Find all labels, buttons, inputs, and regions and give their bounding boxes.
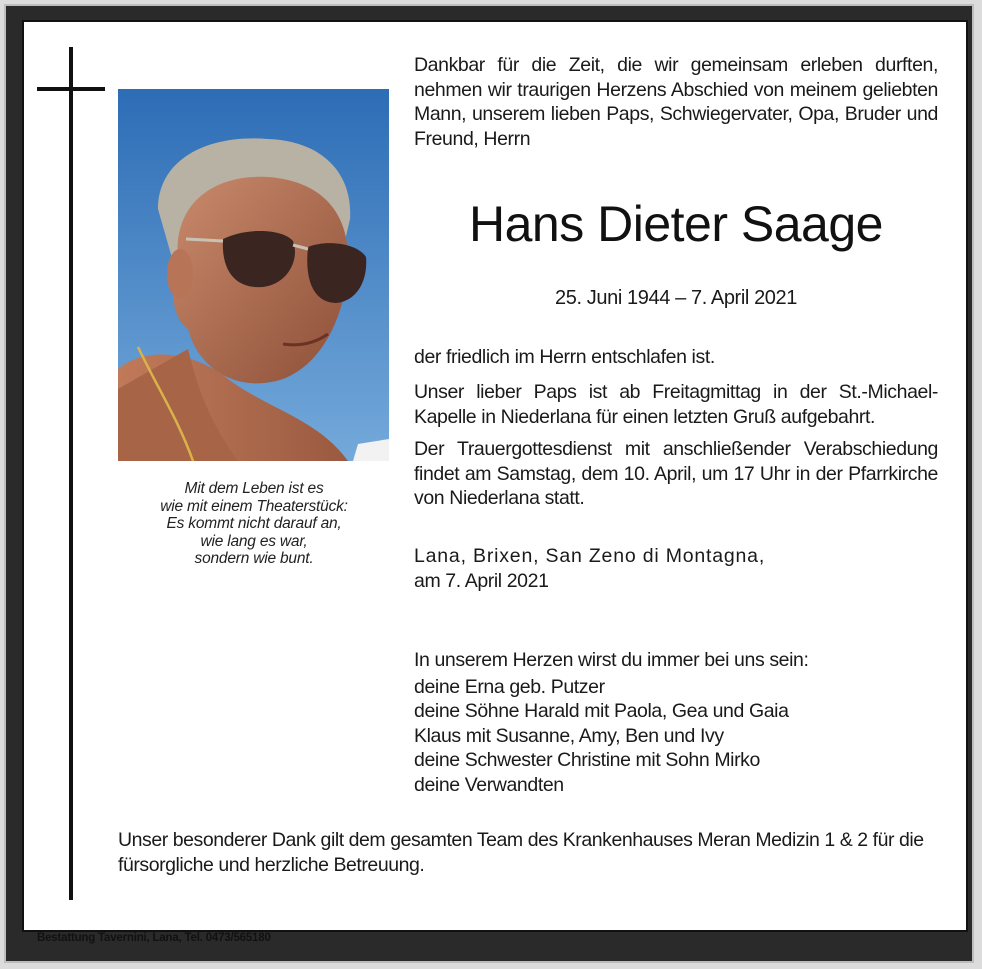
funeral-home-footer: Bestattung Tavernini, Lana, Tel. 0473/565180 — [37, 932, 271, 944]
laid-out-text: Unser lieber Paps ist ab Freitagmittag in der St.-Michael-Kapelle in Niederlana für einen letzten Gruß aufgebahrt. — [414, 381, 938, 428]
intro-text: Dankbar für die Zeit, die wir gemeinsam erleben durften, nehmen wir traurigen Herzens Abschied von meinem geliebten Mann, unserem lieben Paps, Schwiegervater, Opa, Bruder und Freund, Herrn — [414, 54, 938, 150]
passed-text: der friedlich im Herrn entschlafen ist. — [414, 346, 715, 368]
cross-icon-bar — [37, 87, 105, 91]
place-and-date — [414, 544, 938, 593]
thanks-text: Unser besonderer Dank gilt dem gesamten Team des Krankenhauses Meran Medizin 1 & 2 für die fürsorgliche und herzliche Betreuung. — [118, 829, 924, 876]
quote-line: sondern wie bunt. — [194, 550, 314, 567]
mourners — [414, 648, 938, 797]
quote-line: wie lang es war, — [200, 532, 308, 550]
place-line: Lana, Brixen, San Zeno di Montagna, — [414, 545, 766, 567]
mourner: deine Schwester Christine mit Sohn Mirko — [414, 749, 760, 771]
quote-line: Mit dem Leben ist es — [184, 480, 324, 497]
service-text: Der Trauergottesdienst mit anschließender Verabschiedung findet am Samstag, dem 10. April, um 17 Uhr in der Pfarrkirche von Niederlana statt. — [414, 438, 938, 509]
mourners-intro: In unserem Herzen wirst du immer bei uns sein: — [414, 649, 809, 671]
quote-line: Es kommt nicht darauf an, — [166, 515, 342, 532]
mourner: deine Söhne Harald mit Paola, Gea und Gaia — [414, 700, 789, 722]
cross-icon — [69, 47, 73, 900]
place-date: am 7. April 2021 — [414, 569, 549, 592]
quote — [120, 480, 388, 568]
life-dates: 25. Juni 1944 – 7. April 2021 — [555, 287, 797, 309]
quote-line: wie mit einem Theaterstück: — [160, 497, 348, 515]
portrait-photo — [118, 89, 389, 461]
mourner: Klaus mit Susanne, Amy, Ben und Ivy — [414, 724, 724, 747]
mourner: deine Verwandten — [414, 773, 564, 796]
mourner: deine Erna geb. Putzer — [414, 675, 605, 698]
deceased-name: Hans Dieter Saage — [469, 196, 883, 252]
